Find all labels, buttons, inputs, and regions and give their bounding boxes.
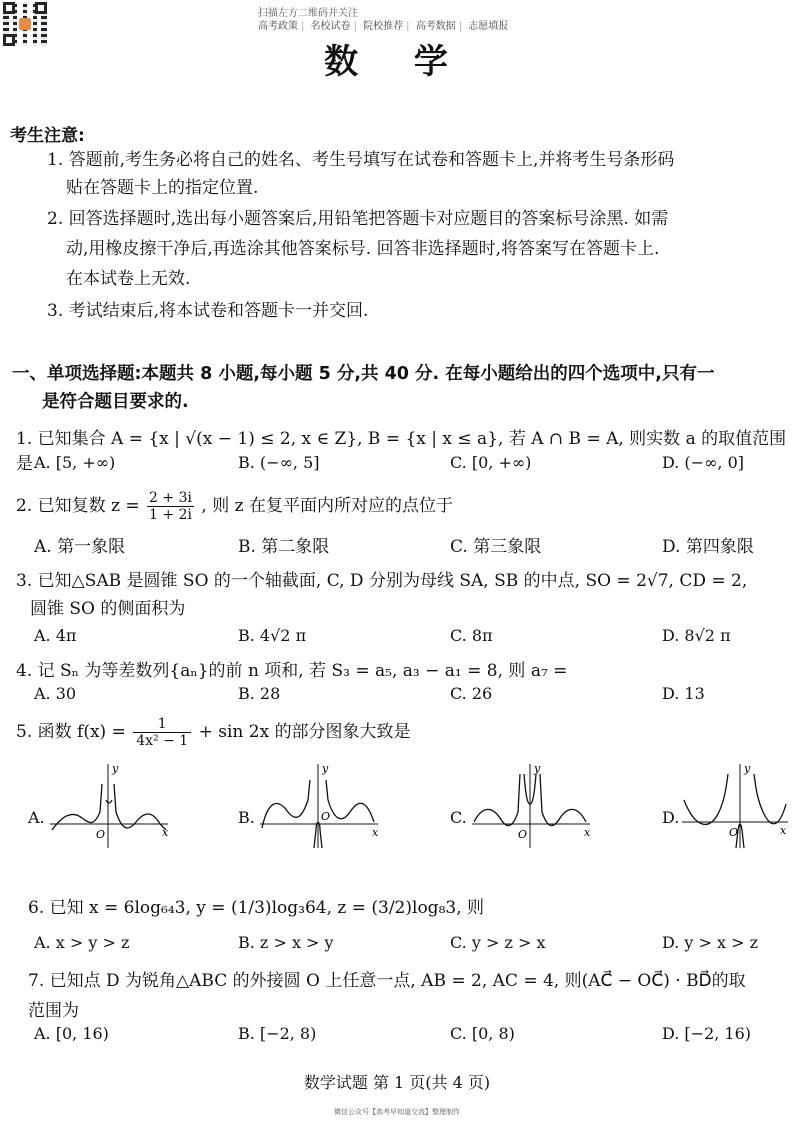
header-link[interactable]: 高考数据 <box>415 21 456 32</box>
stem-text: 2. 已知复数 z = <box>16 496 140 516</box>
option: D. [−2, 16) <box>662 1024 752 1043</box>
option: D. 13 <box>662 684 705 703</box>
frac-num: 2 + 3i <box>149 490 192 506</box>
option: A. [0, 16) <box>34 1024 109 1043</box>
axis-label: y <box>534 762 541 775</box>
axis-label: y <box>322 762 329 775</box>
origin-label: O <box>729 826 739 839</box>
option: D. (−∞, 0] <box>662 453 744 472</box>
question-stem: 3. 已知△SAB 是圆锥 SO 的一个轴截面, C, D 分别为母线 SA, SB 的中点, SO = 2√7, CD = 2, <box>16 571 748 591</box>
section-line: 一、单项选择题:本题共 8 小题,每小题 5 分,共 40 分. 在每小题给出的四个选项中,只有一 <box>12 364 715 384</box>
fraction <box>147 490 194 523</box>
section-heading <box>12 360 790 416</box>
option: B. 28 <box>238 684 281 703</box>
question-stem: 4. 记 Sₙ 为等差数列{aₙ}的前 n 项和, 若 S₃ = a₅, a₃ − a₁ = 8, 则 a₇ = <box>16 661 568 681</box>
page-title: 数 学 <box>324 42 470 82</box>
frac-den: 1 + 2i <box>149 507 192 523</box>
origin-label: O <box>96 828 106 841</box>
graph-option-label: A. <box>28 808 45 827</box>
curve <box>540 774 586 826</box>
notice-item: 2. 回答选择题时,选出每小题答案后,用铅笔把答题卡对应题目的答案标号涂黑. 如需 <box>47 209 669 229</box>
option: D. 第四象限 <box>662 537 754 557</box>
option: C. 第三象限 <box>450 537 542 557</box>
axis-label: y <box>112 762 119 775</box>
notice-item: 贴在答题卡上的指定位置. <box>66 178 259 198</box>
question-stem <box>16 716 411 749</box>
option: C. [0, 8) <box>450 1024 515 1043</box>
curve <box>52 784 102 830</box>
curve <box>754 774 786 824</box>
graph-a <box>48 760 178 850</box>
option: D. y > x > z <box>662 933 759 952</box>
fraction <box>133 716 191 749</box>
page-footer: 数学试题 第 1 页(共 4 页) <box>303 1073 491 1092</box>
curve <box>106 800 112 803</box>
header-link[interactable]: 院校推荐 <box>363 21 404 32</box>
option: C. y > z > x <box>450 933 546 952</box>
axis-label: x <box>162 826 169 839</box>
option: C. [0, +∞) <box>450 453 532 472</box>
option: B. (−∞, 5] <box>238 453 320 472</box>
option: B. z > x > y <box>238 933 334 952</box>
section-line: 是符合题目要求的. <box>42 392 189 412</box>
frac-num: 1 <box>133 716 191 733</box>
option: D. 8√2 π <box>662 626 731 645</box>
axis-label: x <box>780 824 787 837</box>
notice-item: 1. 答题前,考生务必将自己的姓名、考生号填写在试卷和答题卡上,并将考生号条形码 <box>47 150 675 170</box>
header-link[interactable]: 高考政策 <box>258 21 298 32</box>
curve <box>474 774 520 826</box>
option: A. x > y > z <box>34 933 130 952</box>
option: A. 30 <box>34 684 77 703</box>
option: C. 26 <box>450 684 493 703</box>
header-links: 高考政策 | 名校试卷 | 院校推荐 | 高考数据 | 志愿填报 <box>258 21 509 32</box>
stem-text: 5. 函数 f(x) = <box>16 722 126 742</box>
option: B. [−2, 8) <box>238 1024 317 1043</box>
notice-item: 在本试卷上无效. <box>66 269 191 289</box>
question-stem: 1. 已知集合 A = {x | √(x − 1) ≤ 2, x ∈ Z}, B = {x | x ≤ a}, 若 A ∩ B = A, 则实数 a 的取值范围是 <box>16 429 787 474</box>
footer-credit: 微信公众号【高考早知道交流】整理制作 <box>334 1108 460 1116</box>
graph-c <box>470 760 600 850</box>
header-link[interactable]: 名校试卷 <box>310 21 351 32</box>
graph-b <box>258 760 388 850</box>
graph-option-label: D. <box>662 808 680 827</box>
origin-label: O <box>518 828 528 841</box>
curve <box>684 774 728 824</box>
option: A. 第一象限 <box>34 537 126 557</box>
curve <box>114 784 166 830</box>
stem-text: , 则 z 在复平面内所对应的点位于 <box>201 496 453 516</box>
axis-label: y <box>744 762 751 775</box>
option: B. 4√2 π <box>238 626 307 645</box>
axis-label: x <box>372 826 379 839</box>
question-stem: 范围为 <box>28 1001 79 1021</box>
option: B. 第二象限 <box>238 537 330 557</box>
header-link[interactable]: 志愿填报 <box>468 21 509 32</box>
notice-heading: 考生注意: <box>10 126 85 146</box>
stem-text: + sin 2x 的部分图象大致是 <box>198 722 411 742</box>
curve <box>262 780 310 828</box>
graph-d <box>680 760 792 850</box>
curve <box>326 780 374 822</box>
option: A. 4π <box>34 626 77 645</box>
question-stem: 圆锥 SO 的侧面积为 <box>30 599 186 619</box>
graph-option-label: C. <box>450 808 467 827</box>
notice-item: 3. 考试结束后,将本试卷和答题卡一并交回. <box>47 301 369 321</box>
option: A. [5, +∞) <box>34 453 116 472</box>
question-stem <box>16 490 453 523</box>
notice-item: 动,用橡皮擦干净后,再选涂其他答案标号. 回答非选择题时,将答案写在答题卡上. <box>66 239 660 259</box>
origin-label: O <box>321 810 331 823</box>
option: C. 8π <box>450 626 493 645</box>
qr-logo-icon <box>19 18 31 30</box>
question-stem: 6. 已知 x = 6log₆₄3, y = (1/3)log₃64, z = (3/2)log₈3, 则 <box>28 898 485 918</box>
graph-option-label: B. <box>238 808 255 827</box>
header-note: 扫描左方二维码并关注 <box>258 8 358 19</box>
axis-label: x <box>584 826 591 839</box>
frac-den: 4x² − 1 <box>136 733 189 749</box>
question-stem: 7. 已知点 D 为锐角△ABC 的外接圆 O 上任意一点, AB = 2, AC = 4, 则(AC⃗ − OC⃗) · BD⃗的取 <box>28 971 746 991</box>
